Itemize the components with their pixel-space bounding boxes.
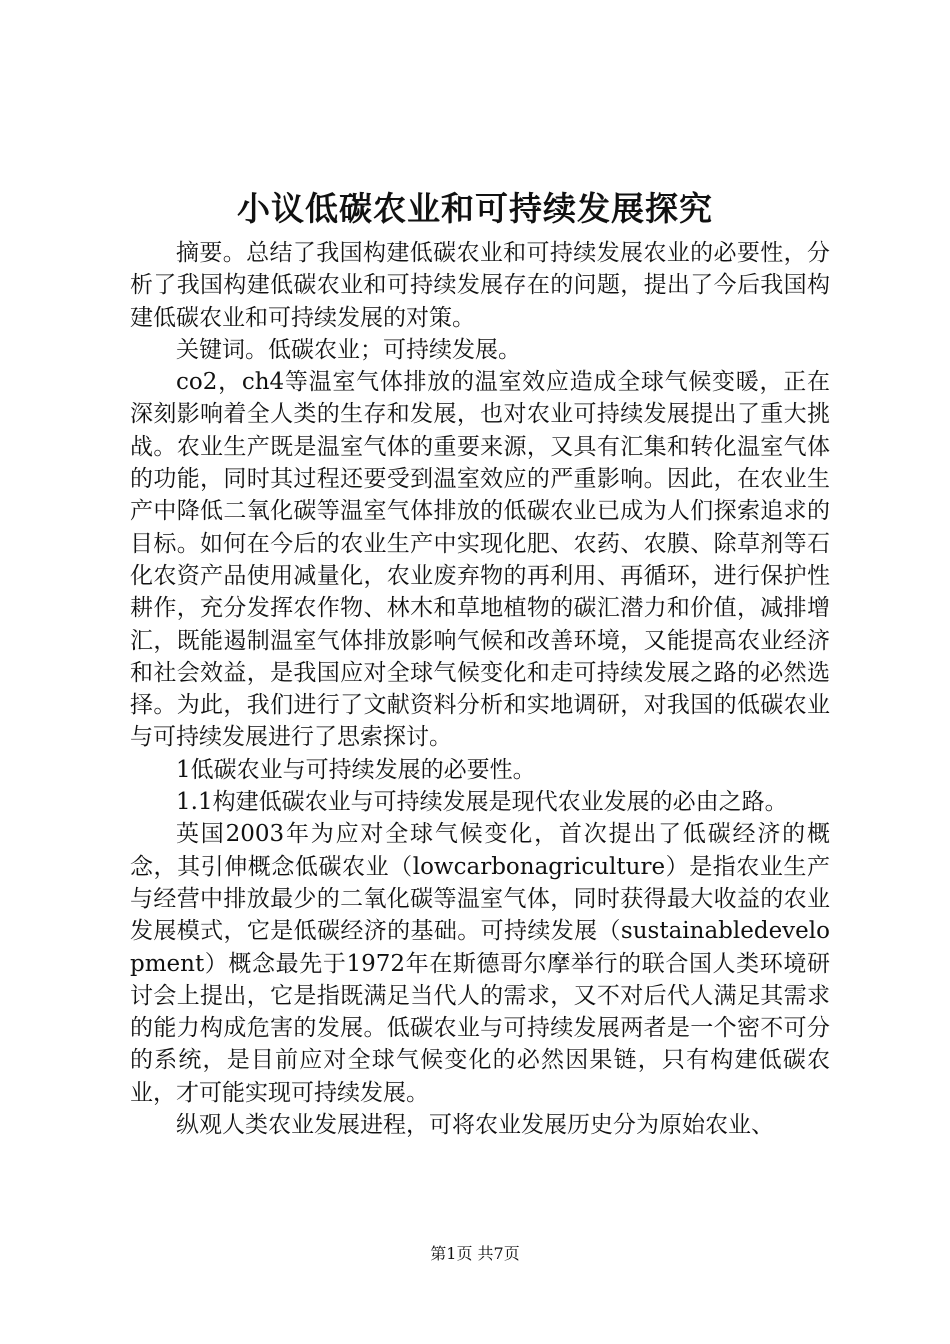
- body-paragraph: 纵观人类农业发展进程，可将农业发展历史分为原始农业、: [176, 1112, 774, 1139]
- subsection-heading-1-1: 1.1构建低碳农业与可持续发展是现代农业发展的必由之路。: [176, 789, 788, 816]
- section-heading-1: 1低碳农业与可持续发展的必要性。: [176, 756, 536, 783]
- document-body: [130, 237, 830, 1141]
- intro-paragraph: co2，ch4等温室气体排放的温室效应造成全球气候变暖，正在深刻影响着全人类的生存和发展，也对农业可持续发展提出了重大挑战。农业生产既是温室气体的重要来源，又具有汇集和转化温室气体的功能，同时其过程还要受到温室效应的严重影响。因此，在农业生产中降低二氧化碳等温室气体排放的低碳农业已成为人们探索追求的目标。如何在今后的农业生产中实现化肥、农药、农膜、除草剂等石化农资产品使用减量化，农业废弃物的再利用、再循环，进行保护性耕作，充分发挥农作物、林木和草地植物的碳汇潜力和价值，减排增汇，既能遏制温室气体排放影响气候和改善环境，又能提高农业经济和社会效益，是我国应对全球气候变化和走可持续发展之路的必然选择。为此，我们进行了文献资料分析和实地调研，对我国的低碳农业与可持续发展进行了思索探讨。: [130, 369, 830, 751]
- keywords-paragraph: 关键词。低碳农业；可持续发展。: [176, 336, 521, 363]
- abstract-paragraph: 摘要。总结了我国构建低碳农业和可持续发展农业的必要性，分析了我国构建低碳农业和可持续发展存在的问题，提出了今后我国构建低碳农业和可持续发展的对策。: [130, 240, 830, 331]
- page-footer: 第1页 共7页: [430, 1244, 520, 1263]
- body-paragraph: 英国2003年为应对全球气候变化，首次提出了低碳经济的概念，其引伸概念低碳农业（lowcarbonagriculture）是指农业生产与经营中排放最少的二氧化碳等温室气体，同时获得最大收益的农业发展模式，它是低碳经济的基础。可持续发展（sustainabledevelopment）概念最先于1972年在斯德哥尔摩举行的联合国人类环境研讨会上提出，它是指既满足当代人的需求，又不对后代人满足其需求的能力构成危害的发展。低碳农业与可持续发展两者是一个密不可分的系统，是目前应对全球气候变化的必然因果链，只有构建低碳农业，才可能实现可持续发展。: [130, 821, 830, 1106]
- document-title: 小议低碳农业和可持续发展探究: [237, 189, 713, 228]
